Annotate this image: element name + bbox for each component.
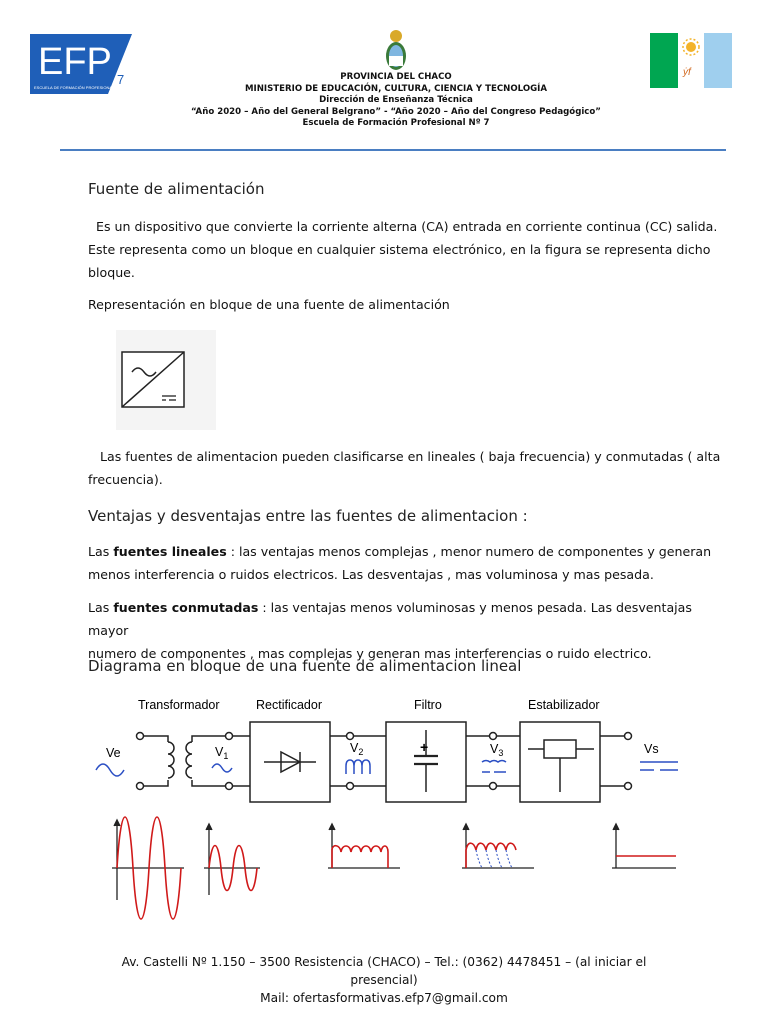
intro-line-3: bloque.	[88, 265, 135, 280]
classification-line-2: frecuencia).	[88, 472, 163, 487]
conmutadas-text-1: : las ventajas menos voluminosas y menos pesada. Las desventajas mayor	[88, 600, 692, 638]
wave-plot-filtered	[466, 843, 516, 868]
signal-ve-label: Ve	[106, 746, 121, 760]
block-caption: Representación en bloque de una fuente de alimentación	[88, 297, 450, 312]
stage-label-estabilizador: Estabilizador	[528, 698, 600, 712]
lineales-prefix: Las	[88, 544, 114, 559]
intro-line-2: Este representa como un bloque en cualquier sistema electrónico, en la figura se representa dicho	[88, 242, 711, 257]
header-institution	[150, 72, 642, 130]
signal-v2-label: $V_2$	[350, 741, 364, 757]
ac-secondary-wave-icon	[212, 764, 232, 772]
header-line-year: “Año 2020 – Año del General Belgrano” - “Año 2020 – Año del Congreso Pedagógico”	[191, 106, 601, 117]
intro-line-1: Es un dispositivo que convierte la corriente alterna (CA) entrada en corriente continua (CC) salida.	[96, 219, 718, 234]
conmutadas-term: fuentes conmutadas	[113, 600, 259, 615]
footer-address: Av. Castelli Nº 1.150 – 3500 Resistencia (CHACO) – Tel.: (0362) 4478451 – (al iniciar el presencial)	[121, 955, 647, 987]
conmutadas-prefix: Las	[88, 600, 114, 615]
lineales-text-1: : las ventajas menos complejas , menor numero de componentes y generan	[226, 544, 712, 559]
ac-input-wave-icon	[96, 764, 124, 776]
header-line-direction: Dirección de Enseñanza Técnica	[319, 95, 473, 106]
lineales-text-2: menos interferencia o ruidos electricos. Las desventajas , mas voluminosa y mas pesada.	[88, 567, 654, 582]
section-title-ventajas: Ventajas y desventajas entre las fuentes de alimentacion :	[88, 507, 528, 525]
logo-text: EFP	[38, 41, 112, 83]
national-seal-icon	[383, 28, 409, 72]
intro-paragraph	[88, 215, 728, 284]
ripple-wave-icon	[482, 761, 506, 763]
classification-paragraph	[88, 445, 728, 491]
wave-plot-rectified	[332, 846, 388, 868]
header-line-province: PROVINCIA DEL CHACO	[340, 72, 452, 82]
svg-text:ẏf: ẏf	[683, 67, 691, 78]
header-line-ministry: MINISTERIO DE EDUCACIÓN, CULTURA, CIENCIA Y TECNOLOGÍA	[244, 83, 548, 94]
classification-line-1: Las fuentes de alimentacion pueden clasificarse en lineales ( baja frecuencia) y conmutadas ( alta	[100, 449, 721, 464]
header-line-school: Escuela de Formación Profesional Nº 7	[302, 118, 490, 129]
section-title-diagrama: Diagrama en bloque de una fuente de alimentacion lineal	[88, 657, 522, 675]
stage-label-transformador: Transformador	[138, 698, 220, 712]
power-supply-block-symbol	[116, 330, 216, 430]
filter-plus-sign: +	[420, 739, 429, 755]
signal-vs-label: Vs	[644, 742, 659, 756]
logo-number: 7	[117, 72, 125, 87]
stage-label-rectificador: Rectificador	[256, 698, 322, 712]
lineales-term: fuentes lineales	[113, 544, 227, 559]
signal-v3-label: $V_3$	[490, 742, 504, 758]
footer-email: Mail: ofertasformativas.efp7@gmail.com	[260, 991, 508, 1005]
chaco-flag-icon	[650, 33, 732, 88]
efp-logo	[28, 32, 136, 96]
footer-contact	[90, 953, 678, 1007]
header-divider	[60, 149, 726, 151]
signal-v1-label: $V_1$	[215, 745, 229, 761]
conmutadas-text-2: numero de componentes , mas complejas y generan mas interferencias o ruido electrico.	[88, 646, 652, 661]
lineales-paragraph	[88, 540, 728, 586]
dc-output-icon	[640, 762, 678, 770]
stage-label-filtro: Filtro	[414, 698, 442, 712]
conmutadas-paragraph	[88, 596, 728, 665]
linear-supply-block-diagram	[88, 690, 698, 920]
rectified-wave-icon	[346, 760, 370, 774]
logo-subtitle: ESCUELA DE FORMACIÓN PROFESIONAL	[34, 85, 115, 90]
section-title-fuente: Fuente de alimentación	[88, 180, 265, 198]
